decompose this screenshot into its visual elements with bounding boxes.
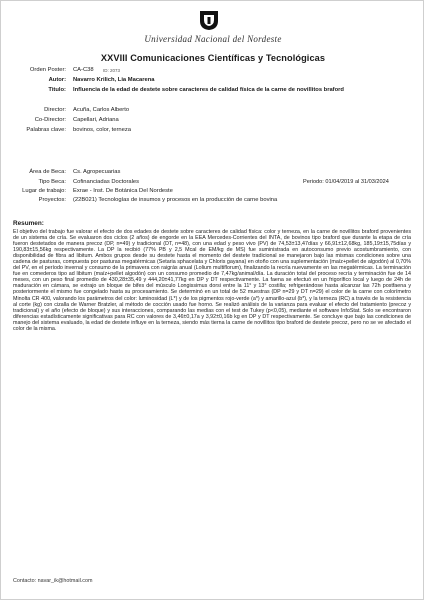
lugar-trabajo-label: Lugar de trabajo: (22, 188, 66, 194)
palabras-clave-value: bovinos, color, terneza (73, 127, 132, 133)
codirector-label: Co-Director: (34, 117, 66, 123)
resumen-text: El objetivo del trabajo fue valorar el efecto de dos edades de destete sobre caracteres de calidad física: color y terneza, en la carne de novillitos braford provenientes de un sistema de cría. Se evaluaron dos ciclos (2 años) de engorde en la EEA Mercedes-Corrientes del INTA, de bovinos tipo braford que durante la etapa de cría fueron destetados de manera precoz (DP, n=49) y tradicional (DT, n=48), con una edad y peso vivo (PV) de 74,53±13,47días y 66,91±12,68kg, 185,19±15,75días y 190,83±15,56kg respectivamente. La DP la recibió (77% PB y 2,5 Mcal de EM/kg de MS) fue suministrada en autoconsumo previo acostumbramiento, con disponibilidad de fibra ad libitum. Ambos grupos desde su destete hasta el momento del destete tradicional se manejaron bajo las mismas condiciones sobre una cadena de pasturas, compuesta por pasturas megatérmicas (Setaria sphacelata y Chloris gayana) en otoño con una suplementación (maíz+pellet de algodón) al 0,70% del PV, en el período invernal y consumo de la primavera con raigrás anual (Lolium multiflorum), finalizando la recría nuevamente en las megatérmicas. La terminación fue en comederos tipo ad libitum (maíz+pellet algodón) con un consumo promedio de 7,47kg/animal/día. La duración total del proceso recría y terminación fue de 14 meses, con un peso final promedio de 430,28±35,49 y 444,20±41,77kg en DP y DT respectivamente. La faena se efectuó en un frigorífico local y luego de 24h de maduración en cámara, se extrajo un bloque de bifes del músculo Longissimus dorsi entre la 11° y 13° costilla; refrigerándose hasta alcanzar las 72h postfaena y posteriormente el mismo fue congelado hasta su procesamiento. Se determinó en un total de 52 muestras (DP n=29 y DT n=29) el color de la carne con colorímetro Minolta CR 400, valorando los parámetros del color: luminosidad (L*) y de los pigmentos rojo-verde (a*) y amarillo-azul (b*), y la terneza (RC) a través de la resistencia al corte (kg) con cizalla de Warner Bratzler, al método de cocción usado fue horno. Se realizó análisis de la varianza para evaluar el efecto del tratamiento (precoz y tradicional) y el año (efecto de bloque) y sus interacciones, comparando las medias con el test de Tukey (p<0,05), mediante el software InfoStat. Solo se encontraron diferencias estadísticamente significativas para RC con valores de 3,46±0,17a y 3,92±0,16b kg en DP y DT respectivamente. Se concluye que bajo las condiciones de manejo del sistema evaluado, la edad de destete influye en la terneza, siendo más tierna la carne de novillitos tipo braford de destete precoz, pero no se ve afectado el color de la misma. (13, 229, 411, 332)
conference-title: XXVIII Comunicaciones Científicas y Tecnológicas (100, 53, 326, 63)
poster-id: ID: 2073 (103, 68, 121, 73)
tipo-beca-label: Tipo Beca: (38, 179, 66, 185)
titulo-value: Influencia de la edad de destete sobre caracteres de calidad física de la carne de novillitos braford (73, 87, 344, 93)
resumen-heading: Resumen: (13, 220, 44, 227)
periodo-value: Periodo: 01/04/2019 al 31/03/2024 (303, 179, 389, 185)
proyecto-label: Proyectos: (38, 197, 66, 203)
titulo-label: Titulo: (48, 87, 66, 93)
tipo-beca-value: Cofinanciadas Doctorales (73, 179, 140, 185)
palabras-clave-label: Palabras clave: (26, 127, 66, 133)
codirector-value: Capellari, Adriana (73, 117, 119, 123)
proyecto-value: (22B021) Tecnologías de insumos y procesos en la producción de carne bovina (73, 197, 278, 203)
autor-value: Navarro Krilich, Lia Macarena (73, 77, 155, 83)
director-label: Director: (44, 107, 66, 113)
director-value: Acuña, Carlos Alberto (73, 107, 130, 113)
area-beca-label: Área de Beca: (29, 169, 66, 175)
area-beca-value: Cs. Agropecuarias (73, 169, 121, 175)
lugar-trabajo-value: Exrae - Inst. De Botánica Del Nordeste (73, 188, 173, 194)
autor-label: Autor: (48, 77, 66, 83)
university-logo (198, 9, 220, 31)
orden-poster-value: CA-C38 (73, 67, 94, 73)
orden-poster-label: Orden Poster: (29, 67, 66, 73)
university-name: Universidad Nacional del Nordeste (144, 34, 282, 44)
contact-email[interactable]: Contacto: navar_ik@hotmail.com (13, 578, 93, 584)
